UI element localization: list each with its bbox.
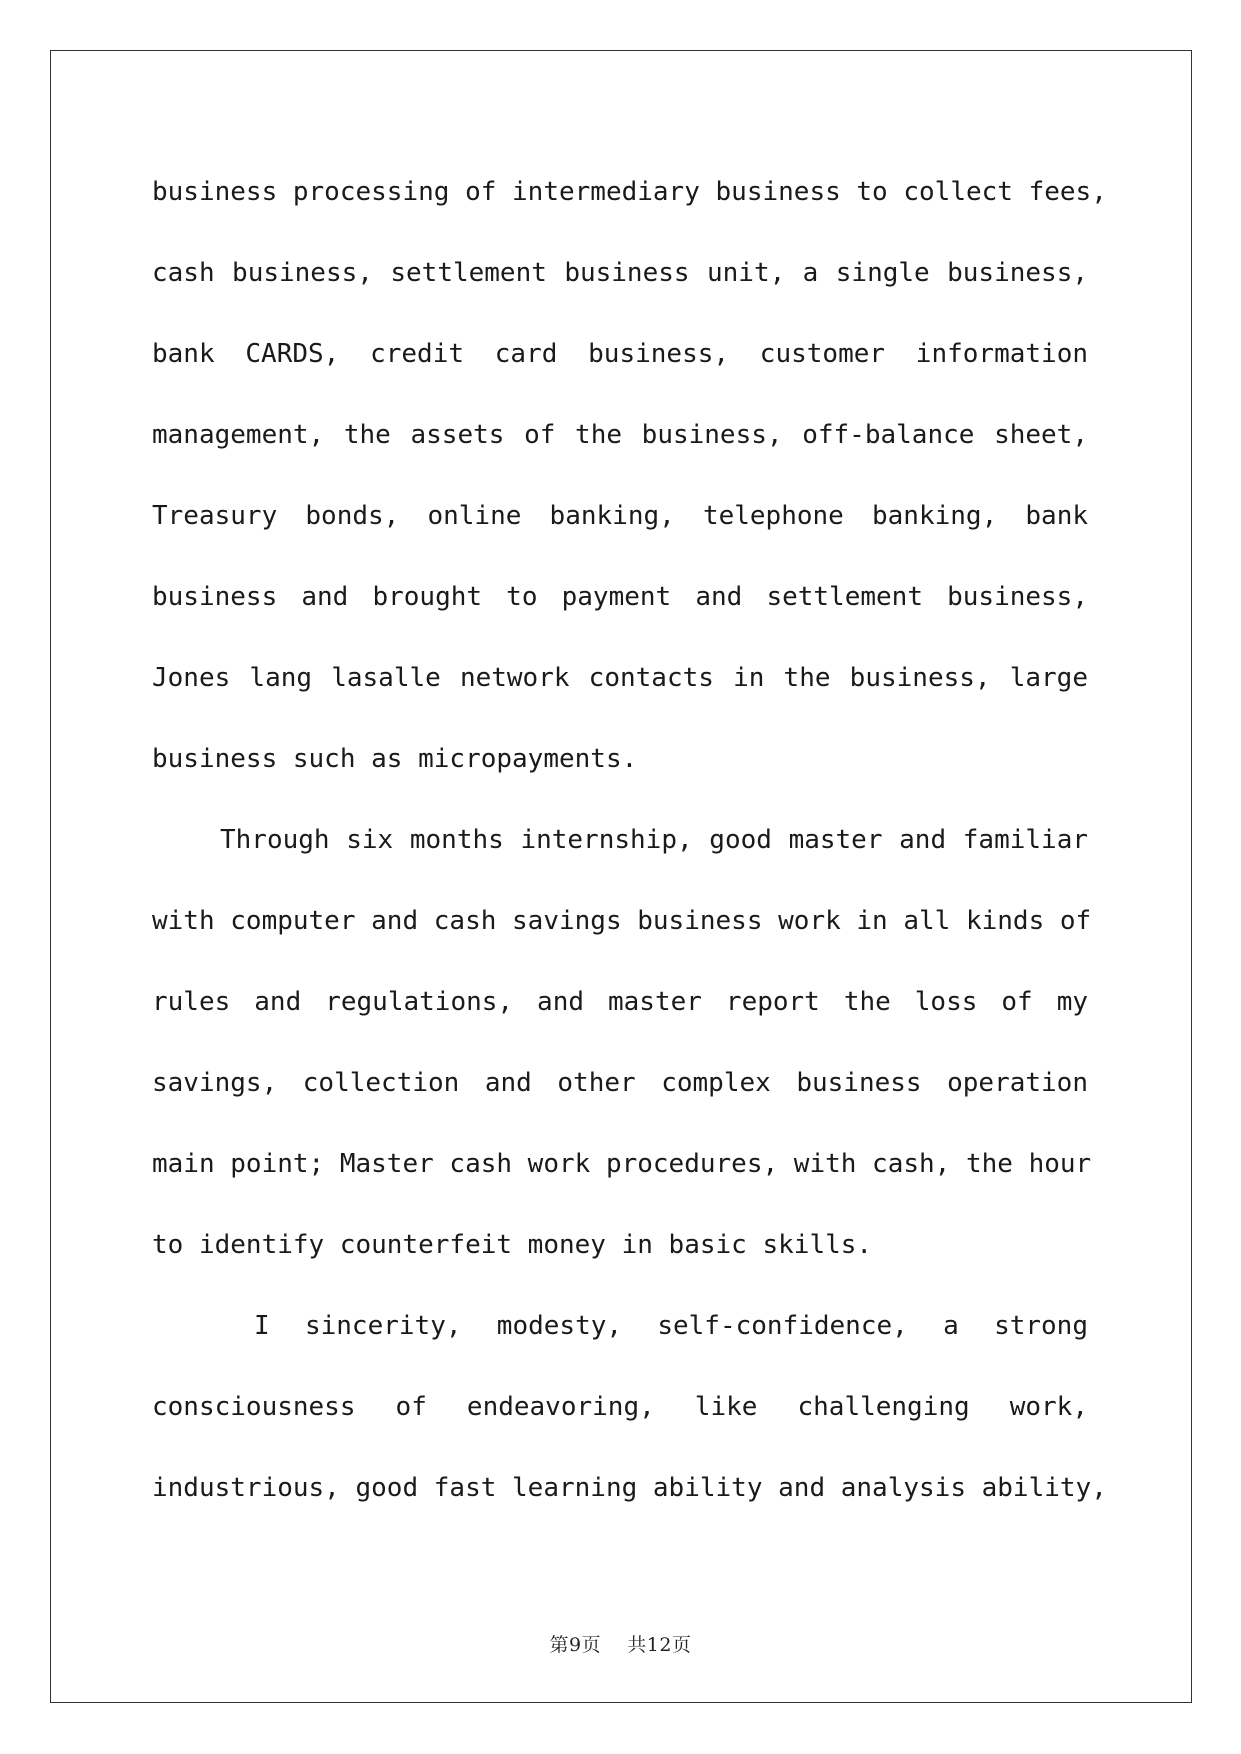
text-line-1: business processing of intermediary business to collect fees,	[152, 177, 1107, 207]
page-total: 共12页	[627, 1634, 692, 1656]
text-line-6: business and brought to payment and settlement business,	[152, 582, 1088, 612]
page-footer	[0, 1630, 1241, 1657]
text-line-10: with computer and cash savings business work in all kinds of	[152, 906, 1092, 936]
page-border	[50, 50, 1192, 1703]
text-line-14: to identify counterfeit money in basic skills.	[152, 1230, 873, 1260]
paragraph-3-first-line: I sincerity, modesty, self-confidence, a strong	[254, 1311, 1088, 1341]
text-line-7: Jones lang lasalle network contacts in the business, large	[152, 663, 1088, 693]
text-line-3: bank CARDS, credit card business, customer information	[152, 339, 1088, 369]
text-line-13: main point; Master cash work procedures, with cash, the hour	[152, 1149, 1092, 1179]
text-line-17: industrious, good fast learning ability and analysis ability,	[152, 1473, 1107, 1503]
text-line-8: business such as micropayments.	[152, 744, 638, 774]
text-line-16: consciousness of endeavoring, like challenging work,	[152, 1392, 1088, 1422]
text-line-4: management, the assets of the business, off-balance sheet,	[152, 420, 1088, 450]
paragraph-2-first-line: Through six months internship, good master and familiar	[220, 825, 1088, 855]
text-line-2: cash business, settlement business unit, a single business,	[152, 258, 1088, 288]
page-number: 第9页	[549, 1634, 602, 1656]
text-line-11: rules and regulations, and master report the loss of my	[152, 987, 1088, 1017]
text-line-12: savings, collection and other complex business operation	[152, 1068, 1088, 1098]
text-line-5: Treasury bonds, online banking, telephone banking, bank	[152, 501, 1088, 531]
